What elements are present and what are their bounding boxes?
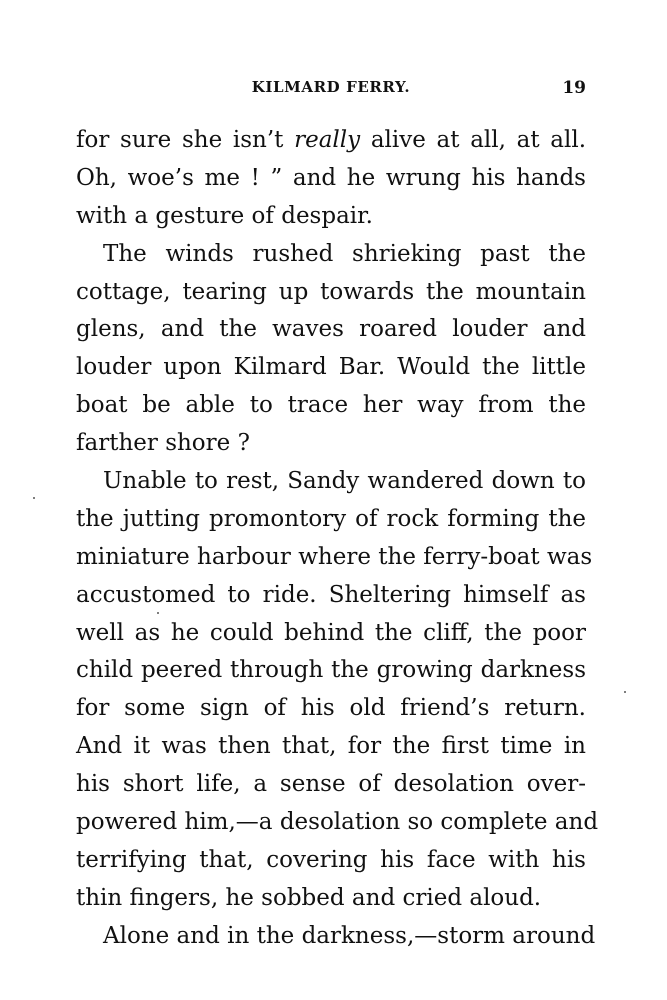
- running-title: KILMARD FERRY.: [251, 78, 411, 96]
- text-line-9: farther shore ?: [76, 430, 250, 457]
- text-line-1-before: for sure she isn’t: [76, 127, 295, 153]
- text-line-19: powered him,—a desolation so complete and: [76, 809, 599, 836]
- text-line-2: Oh, woe’s me ! ” and he wrung his hands: [76, 164, 586, 191]
- text-line-1-after: alive at all, at all.: [360, 127, 587, 153]
- page-number: 19: [562, 78, 586, 98]
- text-line-21: thin fingers, he sobbed and cried aloud.: [76, 884, 542, 911]
- text-line-17: And it was then that, for the first time in: [76, 733, 586, 760]
- text-line-1-emphasis: really: [294, 127, 361, 153]
- body-text: [76, 122, 599, 956]
- text-line-12: miniature harbour where the ferry-boat was: [76, 543, 593, 570]
- text-line-14: well as he could behind the cliff, the poor: [76, 619, 586, 646]
- print-speck: [157, 612, 159, 614]
- text-line-13: accustomed to ride. Sheltering himself as: [76, 581, 586, 608]
- text-line-6: glens, and the waves roared louder and: [76, 316, 586, 343]
- text-line-3: with a gesture of despair.: [76, 202, 373, 229]
- text-line-22: Alone and in the darkness,—storm around: [103, 922, 596, 949]
- text-line-5: cottage, tearing up towards the mountain: [76, 278, 586, 305]
- text-line-15: child peered through the growing darkness: [76, 657, 586, 684]
- text-line-1: [76, 122, 586, 160]
- text-line-18: his short life, a sense of desolation over-: [76, 771, 586, 798]
- print-speck: [624, 691, 626, 693]
- running-head: [76, 78, 586, 100]
- print-speck: [33, 497, 35, 499]
- text-line-7: louder upon Kilmard Bar. Would the little: [76, 354, 586, 381]
- text-line-20: terrifying that, covering his face with his: [76, 846, 586, 873]
- text-line-4: The winds rushed shrieking past the: [103, 240, 586, 267]
- text-line-10: Unable to rest, Sandy wandered down to: [103, 468, 586, 495]
- text-line-16: for some sign of his old friend’s return.: [76, 695, 586, 722]
- text-line-8: boat be able to trace her way from the: [76, 392, 586, 419]
- text-line-11: the jutting promontory of rock forming the: [76, 505, 586, 532]
